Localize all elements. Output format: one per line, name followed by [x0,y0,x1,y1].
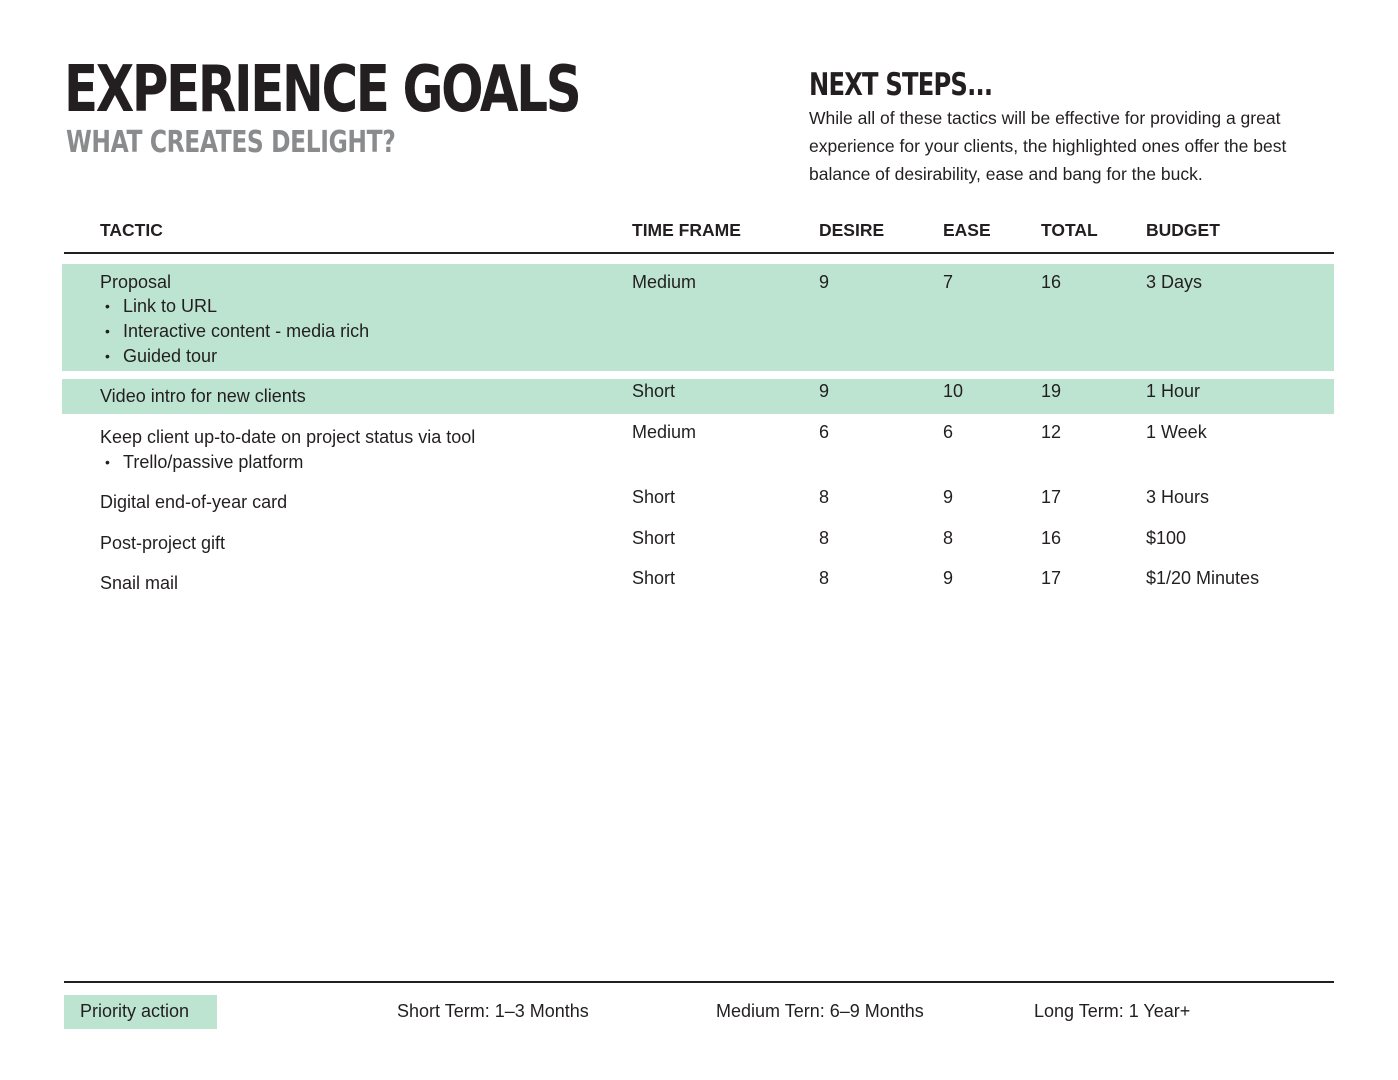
bullet-icon: • [105,323,110,339]
header-divider [64,252,1334,254]
column-header-desire: DESIRE [819,220,885,240]
ease-cell: 10 [943,381,964,401]
page-title: EXPERIENCE GOALS [64,53,580,127]
total-cell: 16 [1041,528,1062,548]
budget-cell: 1 Week [1146,422,1207,442]
column-header-time-frame: TIME FRAME [632,220,741,240]
bullet-icon: • [105,454,110,470]
desire-cell: 9 [819,381,830,401]
budget-cell: 3 Days [1146,272,1203,292]
bullet-icon: • [105,298,110,314]
total-cell: 19 [1041,381,1062,401]
next-steps-title: NEXT STEPS... [809,67,993,103]
tactic-cell: Digital end-of-year card [100,492,288,512]
time-frame-cell: Medium [632,272,697,292]
time-frame-cell: Short [632,381,676,401]
desire-cell: 6 [819,422,830,442]
ease-cell: 6 [943,422,954,442]
priority-highlight-row-1 [62,264,1334,371]
page-subtitle: WHAT CREATES DELIGHT? [66,125,396,160]
bullet-icon: • [105,348,110,364]
next-steps-body: While all of these tactics will be effective for providing a great experience for your clients, the highlighted ones offer the best balance of desirability, ease and bang for the buck. [809,108,1287,184]
column-header-tactic: TACTIC [100,220,163,240]
desire-cell: 8 [819,528,830,548]
tactic-subitem: • Guided tour [105,344,217,369]
tactic-cell: Proposal [100,272,172,292]
time-frame-cell: Short [632,487,676,507]
tactic-cell: Snail mail [100,573,179,593]
footer-divider [64,981,1334,983]
ease-cell: 9 [943,568,954,588]
column-header-ease: EASE [943,220,991,240]
column-header-budget: BUDGET [1146,220,1220,240]
desire-cell: 8 [819,487,830,507]
tactic-subitem: • Link to URL [105,294,217,319]
tactic-cell: Keep client up-to-date on project status via tool [100,427,476,447]
budget-cell: $1/20 Minutes [1146,568,1260,588]
budget-cell: 3 Hours [1146,487,1210,507]
long-term-legend: Long Term: 1 Year+ [1034,1001,1191,1021]
priority-action-label: Priority action [80,1001,190,1021]
total-cell: 16 [1041,272,1062,292]
tactic-cell: Video intro for new clients [100,386,306,406]
total-cell: 12 [1041,422,1062,442]
time-frame-cell: Short [632,568,676,588]
tactic-subitem: • Interactive content - media rich [105,319,369,344]
column-header-total: TOTAL [1041,220,1098,240]
time-frame-cell: Short [632,528,676,548]
ease-cell: 9 [943,487,954,507]
medium-term-legend: Medium Tern: 6–9 Months [716,1001,924,1021]
short-term-legend: Short Term: 1–3 Months [397,1001,589,1021]
desire-cell: 9 [819,272,830,292]
total-cell: 17 [1041,487,1062,507]
desire-cell: 8 [819,568,830,588]
time-frame-cell: Medium [632,422,697,442]
tactic-subitem: • Trello/passive platform [105,450,303,475]
total-cell: 17 [1041,568,1062,588]
ease-cell: 7 [943,272,954,292]
budget-cell: 1 Hour [1146,381,1201,401]
ease-cell: 8 [943,528,954,548]
budget-cell: $100 [1146,528,1187,548]
tactic-cell: Post-project gift [100,533,226,553]
